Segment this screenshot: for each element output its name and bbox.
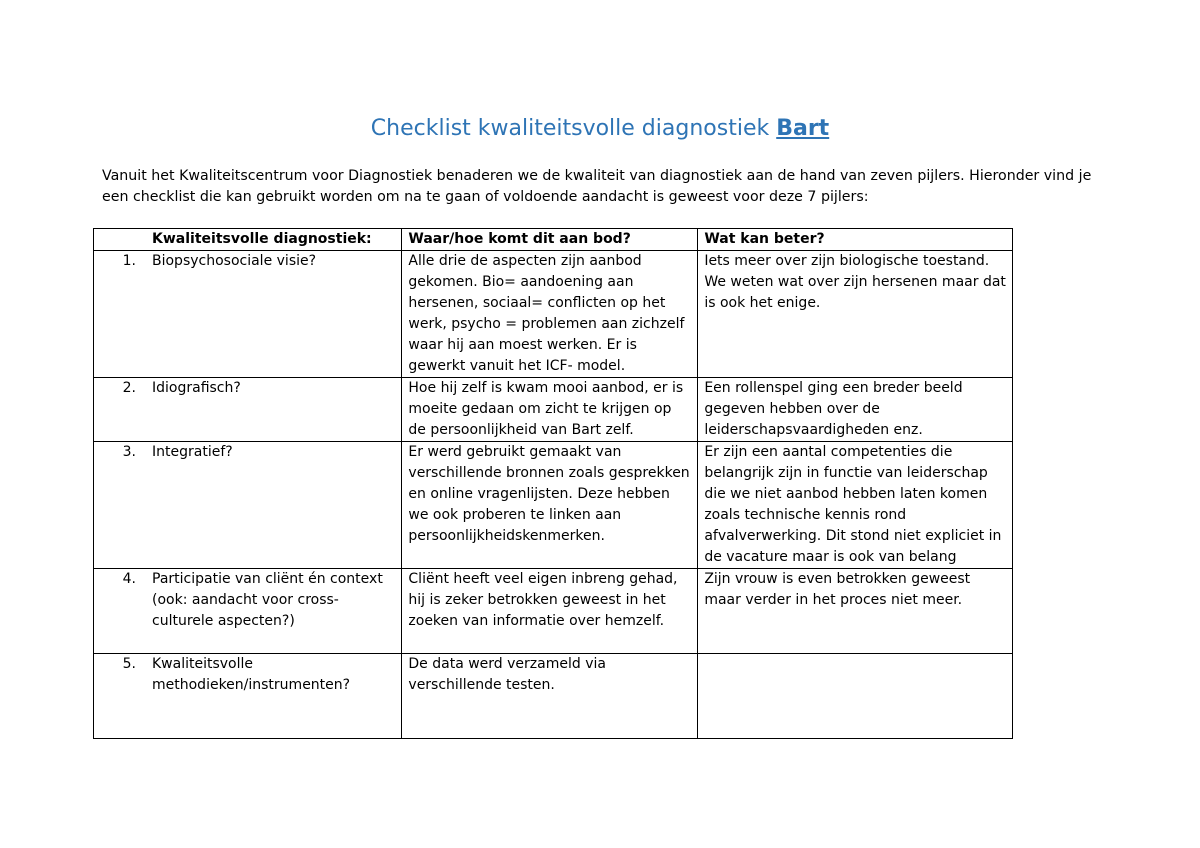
criterion-text: Idiografisch? xyxy=(152,380,241,396)
criterion-text: Kwaliteitsvolle methodieken/instrumenten? xyxy=(152,656,351,693)
row-number: 4. xyxy=(122,571,136,587)
improve-cell: Zijn vrouw is even betrokken geweest maar verder in het proces niet meer. xyxy=(698,569,1013,654)
answer-cell: Cliënt heeft veel eigen inbreng gehad, hij is zeker betrokken geweest in het zoeken van informatie over hemzelf. xyxy=(402,569,698,654)
improve-cell xyxy=(698,654,1013,739)
table-row xyxy=(94,378,1013,442)
table-row xyxy=(94,569,1013,654)
criterion-cell xyxy=(94,251,402,378)
page-title xyxy=(0,116,1200,141)
table-row xyxy=(94,442,1013,569)
row-number: 5. xyxy=(122,656,136,672)
answer-cell: Er werd gebruikt gemaakt van verschillende bronnen zoals gesprekken en online vragenlijsten. Deze hebben we ook proberen te linken aan persoonlijkheidskenmerken. xyxy=(402,442,698,569)
criterion-text: Integratief? xyxy=(152,444,233,460)
criterion-cell xyxy=(94,378,402,442)
row-number: 2. xyxy=(122,380,136,396)
title-name: Bart xyxy=(776,116,830,141)
criterion-cell xyxy=(94,569,402,654)
row-number: 1. xyxy=(122,253,136,269)
criterion-text: Biopsychosociale visie? xyxy=(152,253,317,269)
answer-cell: De data werd verzameld via verschillende testen. xyxy=(402,654,698,739)
table-header-row xyxy=(94,229,1013,251)
title-text: Checklist kwaliteitsvolle diagnostiek xyxy=(370,116,770,141)
criterion-text: Participatie van cliënt én context (ook: aandacht voor cross-culturele aspecten?) xyxy=(152,571,383,629)
improve-cell: Een rollenspel ging een breder beeld gegeven hebben over de leiderschapsvaardigheden enz. xyxy=(698,378,1013,442)
table-row xyxy=(94,654,1013,739)
criterion-cell xyxy=(94,654,402,739)
row-number: 3. xyxy=(122,444,136,460)
header-criterion: Kwaliteitsvolle diagnostiek: xyxy=(94,229,402,251)
answer-cell: Hoe hij zelf is kwam mooi aanbod, er is moeite gedaan om zicht te krijgen op de persoonlijkheid van Bart zelf. xyxy=(402,378,698,442)
improve-cell: Iets meer over zijn biologische toestand. We weten wat over zijn hersenen maar dat is ook het enige. xyxy=(698,251,1013,378)
checklist-table xyxy=(93,228,1013,739)
header-improve: Wat kan beter? xyxy=(698,229,1013,251)
table-row xyxy=(94,251,1013,378)
intro-paragraph: Vanuit het Kwaliteitscentrum voor Diagnostiek benaderen we de kwaliteit van diagnostiek aan de hand van zeven pijlers. Hieronder vind je een checklist die kan gebruikt worden om na te gaan of voldoende aandacht is geweest voor deze 7 pijlers: xyxy=(102,168,1092,205)
header-where-how: Waar/hoe komt dit aan bod? xyxy=(402,229,698,251)
criterion-cell xyxy=(94,442,402,569)
answer-cell: Alle drie de aspecten zijn aanbod gekomen. Bio= aandoening aan hersenen, sociaal= conflicten op het werk, psycho = problemen aan zichzelf waar hij aan moest werken. Er is gewerkt vanuit het ICF- model. xyxy=(402,251,698,378)
improve-cell: Er zijn een aantal competenties die belangrijk zijn in functie van leiderschap die we niet aanbod hebben laten komen zoals technische kennis rond afvalverwerking. Dit stond niet expliciet in de vacature maar is ook van belang xyxy=(698,442,1013,569)
